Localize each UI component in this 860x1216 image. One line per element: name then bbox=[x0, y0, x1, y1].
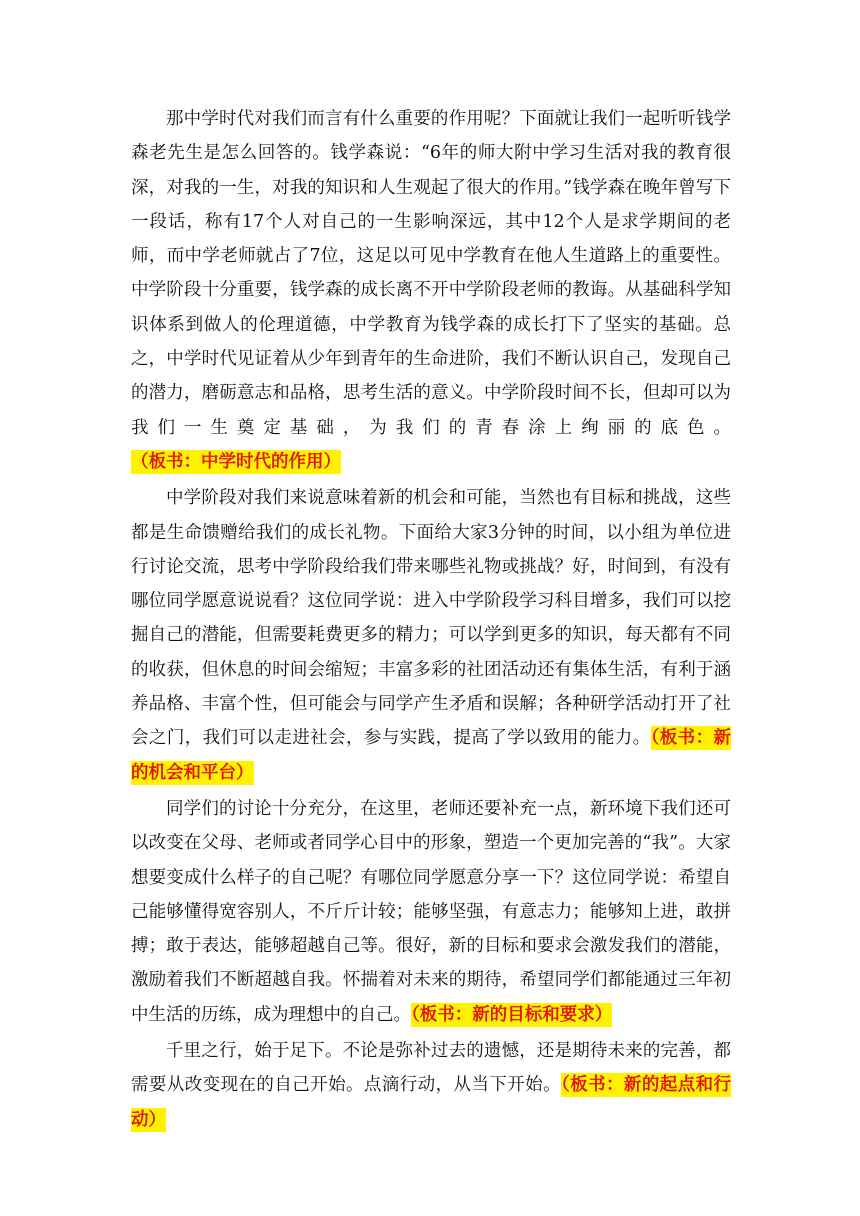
paragraph-text: 中学阶段对我们来说意味着新的机会和可能，当然也有目标和挑战，这些都是生命馈赠给我们的成长礼物。下面给大家3分钟的时间，以小组为单位进行讨论交流，思考中学阶段给我们带来哪些礼物或挑战？好，时间到，有没有哪位同学愿意说说看？这位同学说：进入中学阶段学习科目增多，我们可以挖掘自己的潜能，但需要耗费更多的精力；可以学到更多的知识，每天都有不同的收获，但休息的时间会缩短；丰富多彩的社团活动还有集体生活，有利于涵养品格、丰富个性，但可能会与同学产生矛盾和误解；各种研学活动打开了社会之门，我们可以走进社会，参与实践，提高了学以致用的能力。 bbox=[131, 488, 731, 749]
paragraph-new-start bbox=[131, 1034, 731, 1137]
document-page bbox=[131, 102, 731, 1137]
paragraph-text: 千里之行，始于足下。不论是弥补过去的遗憾，还是期待未来的完善，都需要从改变现在的自己开始。点滴行动，从当下开始。 bbox=[131, 1041, 731, 1096]
paragraph-new-goals bbox=[131, 792, 731, 1032]
board-note-highlight: （板书：新的机会和平台） bbox=[131, 728, 732, 783]
board-note-highlight: （板书：新的目标和要求） bbox=[411, 1004, 613, 1025]
paragraph-role-of-middle-school bbox=[131, 102, 731, 479]
board-note-highlight: （板书：中学时代的作用） bbox=[131, 451, 341, 472]
paragraph-text: 同学们的讨论十分充分，在这里，老师还要补充一点，新环境下我们还可以改变在父母、老师或者同学心目中的形象，塑造一个更加完善的“我”。大家想要变成什么样子的自己呢？有哪位同学愿意分享一下？这位同学说：希望自己能够懂得宽容别人，不斤斤计较；能够坚强，有意志力；能够知上进，敢拼搏；敢于表达，能够超越自己等。很好，新的目标和要求会激发我们的潜能，激励着我们不断超越自我。怀揣着对未来的期待，希望同学们都能通过三年初中生活的历练，成为理想中的自己。 bbox=[131, 798, 731, 1025]
paragraph-text: 那中学时代对我们而言有什么重要的作用呢？下面就让我们一起听听钱学森老先生是怎么回答的。钱学森说：“6年的师大附中学习生活对我的教育很深，对我的一生，对我的知识和人生观起了很大的作用。”钱学森在晚年曾写下一段话，称有17个人对自己的一生影响深远，其中12个人是求学期间的老师，而中学老师就占了7位，这足以可见中学教育在他人生道路上的重要性。中学阶段十分重要，钱学森的成长离不开中学阶段老师的教诲。从基础科学知识体系到做人的伦理道德，中学教育为钱学森的成长打下了坚实的基础。总之，中学时代见证着从少年到青年的生命进阶，我们不断认识自己，发现自己的潜力，磨砺意志和品格，思考生活的意义。中学阶段时间不长，但却可以为我们一生奠定基础，为我们的青春涂上绚丽的底色。 bbox=[131, 109, 731, 438]
paragraph-new-opportunities bbox=[131, 481, 731, 790]
board-note-highlight: （板书：新的起点和行动） bbox=[131, 1075, 731, 1130]
